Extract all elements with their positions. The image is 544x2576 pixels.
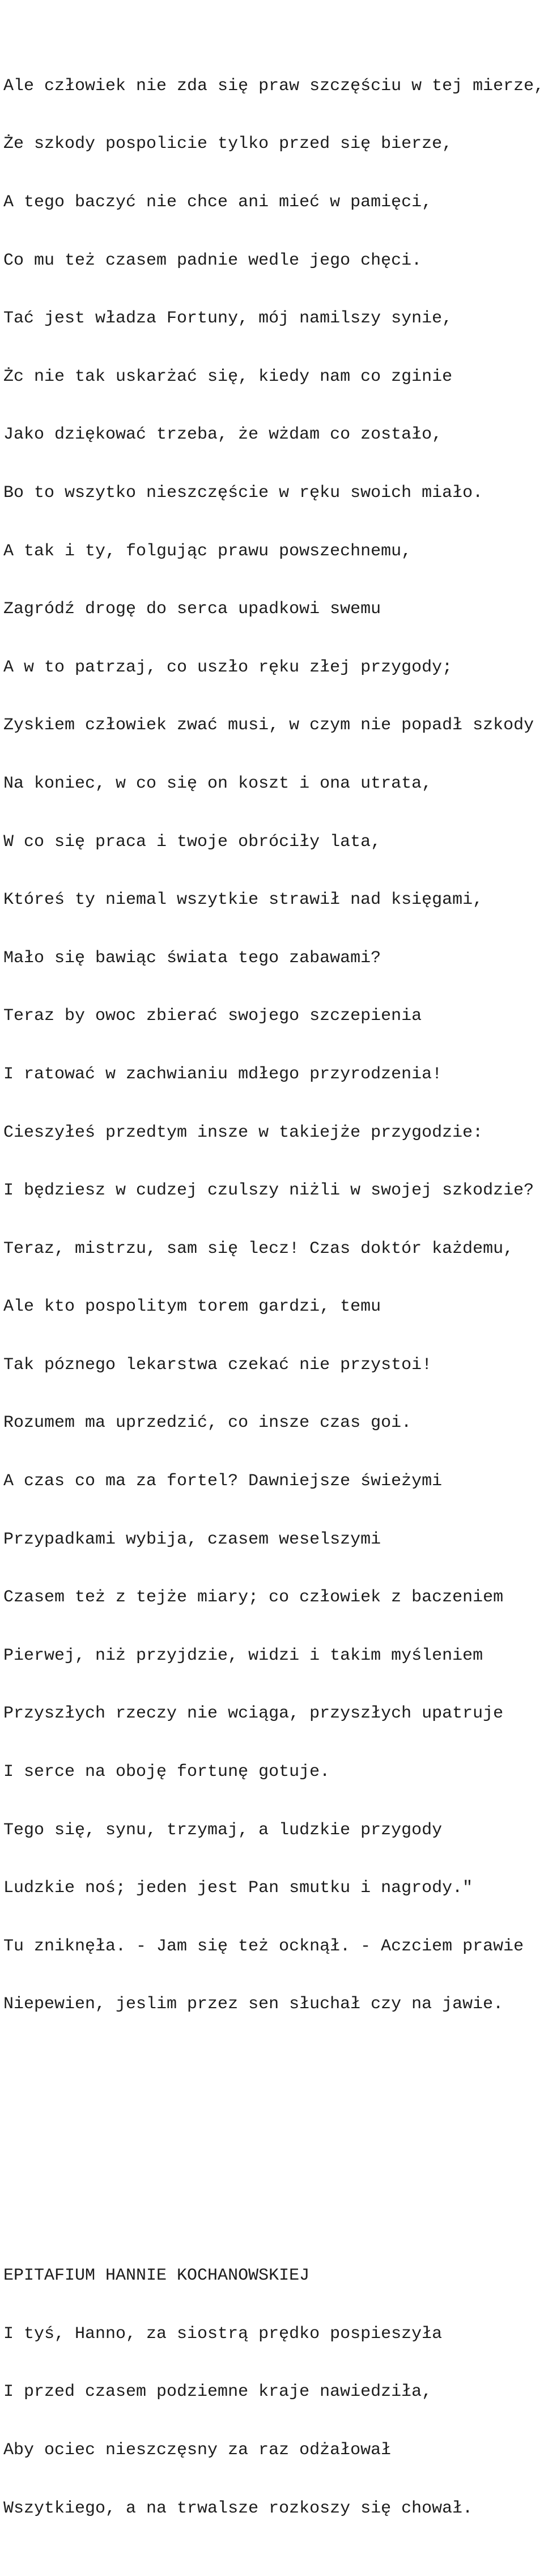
document-page	[3, 0, 542, 2576]
poem-line: A czas co ma za fortel? Dawniejsze świeżymi	[3, 1472, 443, 1491]
poem-line: Rozumem ma uprzedzić, co insze czas goi.	[3, 1413, 412, 1433]
poem-line: Mało się bawiąc świata tego zabawami?	[3, 948, 381, 968]
poem-line: Tu zniknęła. - Jam się też ocknął. - Aczciem prawie	[3, 1936, 524, 1956]
epitaph-line: I przed czasem podziemne kraje nawiedziła,	[3, 2382, 432, 2402]
poem-line: I ratować w zachwianiu mdłego przyrodzenia!	[3, 1064, 443, 1084]
poem-line: Przyszłych rzeczy nie wciąga, przyszłych upatruje	[3, 1704, 504, 1724]
poem-line: Przypadkami wybija, czasem weselszymi	[3, 1529, 381, 1549]
poem-line: Tego się, synu, trzymaj, a ludzkie przygody	[3, 1820, 443, 1840]
poem-line: A tego baczyć nie chce ani mieć w pamięci,	[3, 193, 432, 212]
poem-line: I serce na oboję fortunę gotuje.	[3, 1762, 330, 1782]
epitaph-line: Wszytkiego, a na trwalsze rozkoszy się chował.	[3, 2498, 473, 2518]
poem-line: Bo to wszytko nieszczęście w ręku swoich miało.	[3, 483, 483, 503]
poem-line: Pierwej, niż przyjdzie, widzi i takim myśleniem	[3, 1646, 483, 1665]
poem-line: Na koniec, w co się on koszt i ona utrata,	[3, 773, 432, 793]
poem-line: Tak póznego lekarstwa czekać nie przystoi!	[3, 1355, 432, 1375]
poem-line: Tać jest władza Fortuny, mój namilszy synie,	[3, 309, 453, 329]
poem-line: Że szkody pospolicie tylko przed się bierze,	[3, 134, 453, 154]
poem-fragment	[3, 37, 542, 2053]
poem-line: Ludzkie noś; jeden jest Pan smutku i nagrody."	[3, 1878, 473, 1898]
poem-line: W co się praca i twoje obróciły lata,	[3, 832, 381, 852]
poem-line: Żc nie tak uskarżać się, kiedy nam co zginie	[3, 367, 453, 386]
epitaph-section	[3, 2228, 542, 2557]
epitaph-title: EPITAFIUM HANNIE KOCHANOWSKIEJ	[3, 2266, 310, 2286]
epitaph-line: I tyś, Hanno, za siostrą prędko pospieszyła	[3, 2324, 443, 2344]
poem-line: Czasem też z tejże miary; co człowiek z baczeniem	[3, 1588, 504, 1608]
poem-line: I będziesz w cudzej czulszy niżli w swojej szkodzie?	[3, 1181, 534, 1201]
poem-line: Ale człowiek nie zda się praw szczęściu w tej mierze,	[3, 76, 544, 96]
poem-line: Cieszyłeś przedtym insze w takiejże przygodzie:	[3, 1123, 483, 1142]
poem-line: Co mu też czasem padnie wedle jego chęci.	[3, 250, 422, 270]
poem-line: Teraz by owoc zbierać swojego szczepienia	[3, 1006, 422, 1026]
poem-line: A w to patrzaj, co uszło ręku złej przygody;	[3, 657, 453, 677]
poem-line: Zyskiem człowiek zwać musi, w czym nie popadł szkody	[3, 716, 534, 736]
poem-line: Niepewien, jeslim przez sen słuchał czy na jawie.	[3, 1995, 504, 2014]
epitaph-line: Aby ociec nieszczęsny za raz odżałował	[3, 2441, 392, 2460]
poem-line: Teraz, mistrzu, sam się lecz! Czas doktór każdemu,	[3, 1239, 514, 1259]
poem-line: Ale kto pospolitym torem gardzi, temu	[3, 1297, 381, 1317]
section-spacer	[3, 2111, 542, 2170]
poem-line: Jako dziękować trzeba, że wżdam co zostało,	[3, 425, 443, 445]
poem-line: Któreś ty niemal wszytkie strawił nad księgami,	[3, 890, 483, 910]
poem-line: A tak i ty, folgując prawu powszechnemu,	[3, 541, 412, 561]
poem-line: Zagródź drogę do serca upadkowi swemu	[3, 600, 381, 619]
